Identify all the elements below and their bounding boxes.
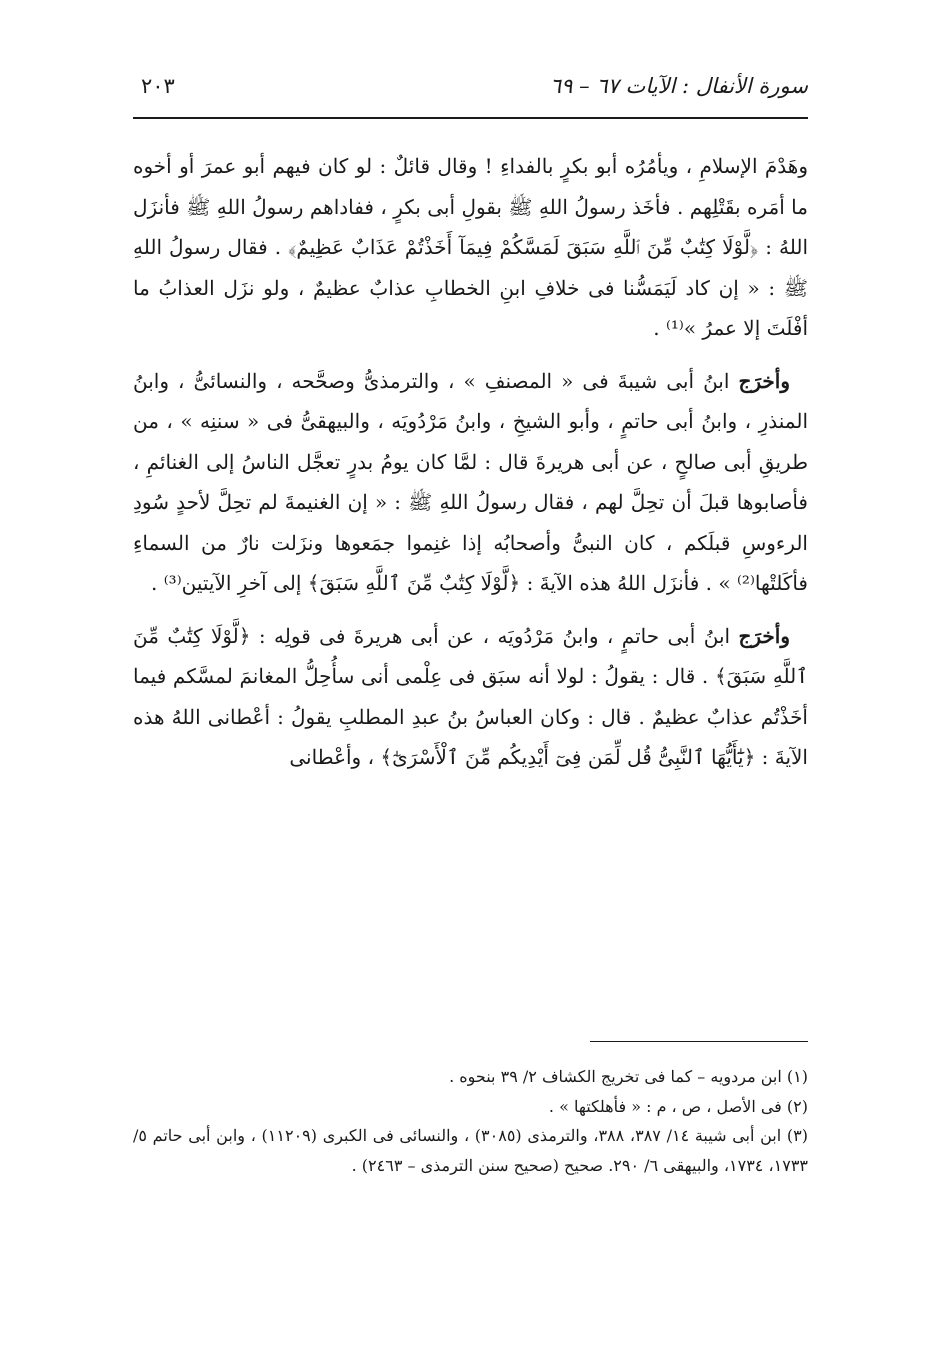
paragraph-2 [133, 361, 808, 604]
footnote-2: (٢) فى الأصل ، ص ، م : « فأهلكتها » . [548, 1096, 808, 1116]
running-title: سورة الأنفال : الآيات ٦٧ – ٦٩ [549, 74, 808, 98]
page-number: ٢٠٣ [141, 74, 175, 98]
paragraph-3 [133, 616, 808, 778]
footnotes [133, 1062, 808, 1180]
paragraph-lead-word: وأخرَج [738, 368, 790, 393]
page-header [133, 66, 808, 106]
footnote-1: (١) ابن مردويه – كما فى تخريج الكشاف ٢/ ٣٩ بنحوه . [449, 1067, 808, 1086]
paragraph-text: وهَدْمَ الإسلامِ ، ويأمُرُه أبو بكرٍ بالفداءِ ! وقال قائلٌ : لو كان فيهم أبو عمرَ أو أخوه ما أمَره بقَتْلِهم . فأخَذ رسولُ اللهِ ﷺ بقولِ أبى بكرٍ ، ففاداهم رسولُ اللهِ ﷺ فأنزَل اللهُ : ﴿لَّوْلَا كِتَٰبٌ مِّنَ ٱللَّهِ سَبَقَ لَمَسَّكُمْ فِيمَآ أَخَذْتُمْ عَذَابٌ عَظِيمٌ﴾ . فقال رسولُ اللهِ ﷺ : « إن كاد لَيَمَسُّنا فى خلافِ ابنِ الخطابِ عذابٌ عظيمٌ ، ولو نزَل العذابُ ما أفْلَتَ إلا عمرُ »⁽¹⁾ . [133, 154, 808, 340]
main-text [133, 146, 808, 790]
paragraph-text: ابنُ أبى حاتمٍ ، وابنُ مَرْدُويَه ، عن أبى هريرةَ فى قولِه : ﴿لَّوْلَا كِتَٰبٌ مِّنَ ٱللَّهِ سَبَقَ﴾ . قال : يقولُ : لولا أنه سبَق فى عِلْمى أنى سأُحِلُّ المغانمَ لمسَّكم فيما أخَذْتُم عذابٌ عظيمٌ . قال : وكان العباسُ بنُ عبدِ المطلبِ يقولُ : أعْطانى اللهُ هذه الآيةَ : ﴿يَٰٓأَيُّهَا ٱلنَّبِىُّ قُل لِّمَن فِىٓ أَيْدِيكُم مِّنَ ٱلْأَسْرَىٰٓ﴾ ، وأعْطانى [133, 623, 808, 769]
paragraph-text: ابنُ أبى شيبةَ فى « المصنفِ » ، والترمذىُّ وصحَّحه ، والنسائىُّ ، وابنُ المنذرِ ، وابنُ أبى حاتمٍ ، وأبو الشيخِ ، وابنُ مَرْدُويَه ، والبيهقىُّ فى « سننِه » ، من طريقِ أبى صالحٍ ، عن أبى هريرةَ قال : لمَّا كان يومُ بدرٍ تعجَّل الناسُ إلى الغنائمِ ، فأصابوها قبلَ أن تحِلَّ لهم ، فقال رسولُ اللهِ ﷺ : « إن الغنيمةَ لم تحِلَّ لأحدٍ سُودِ الرءوسِ قبلَكم ، كان النبىُّ وأصحابُه إذا غنِموا جمَعوها ونزَلت نارٌ من السماءِ فأكَلتْها⁽²⁾ » . فأنزَل اللهُ هذه الآيةَ : ﴿لَّوْلَا كِتَٰبٌ مِّنَ ٱللَّهِ سَبَقَ﴾ إلى آخرِ الآيتين⁽³⁾ . [133, 368, 808, 595]
header-divider [133, 117, 808, 119]
paragraph-lead-word: وأخرَج [738, 623, 790, 648]
footnote-3: (٣) ابن أبى شيبة ١٤/ ٣٨٧، ٣٨٨، والترمذى (٣٠٨٥) ، والنسائى فى الكبرى (١١٢٠٩) ، وابن أبى حاتم ٥/ ١٧٣٣، ١٧٣٤، والبيهقى ٦/ ٢٩٠. صحيح (صحيح سنن الترمذى – ٢٤٦٣) . [133, 1126, 808, 1175]
footnote-divider [590, 1041, 808, 1042]
paragraph-1 [133, 146, 808, 349]
